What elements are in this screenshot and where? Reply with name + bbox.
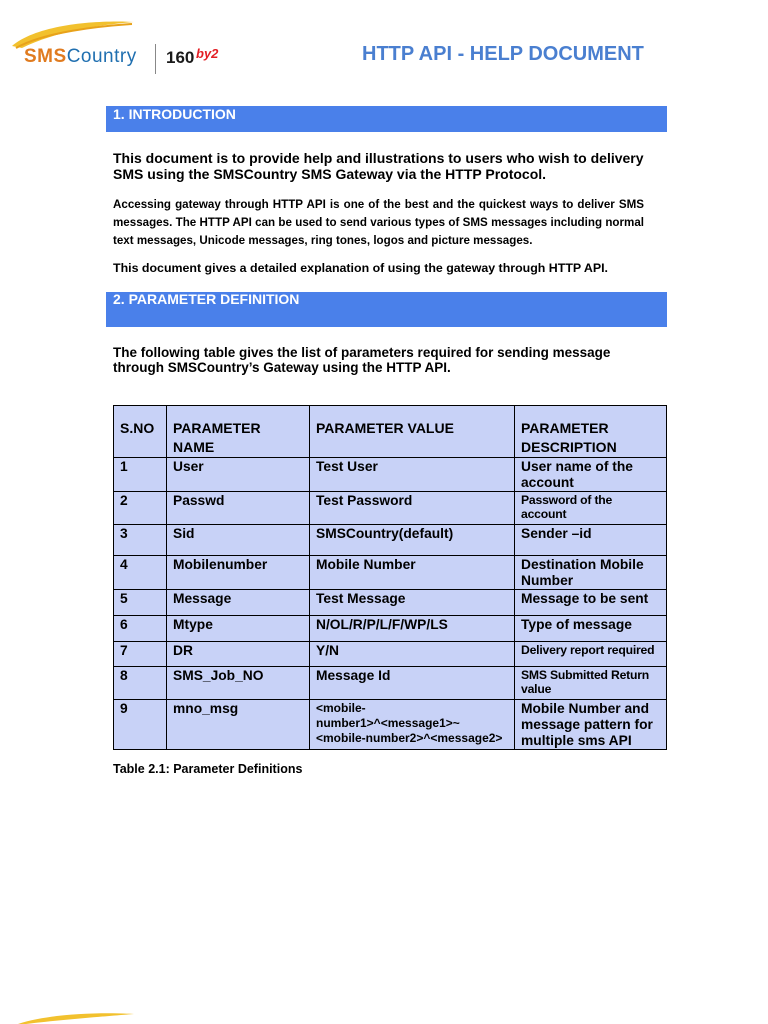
cell-description: SMS Submitted Return value bbox=[515, 667, 667, 700]
cell-name: Sid bbox=[167, 525, 310, 556]
cell-description: Type of message bbox=[515, 616, 667, 642]
document-title: HTTP API - HELP DOCUMENT bbox=[362, 43, 644, 65]
cell-sno: 1 bbox=[114, 458, 167, 492]
table-row bbox=[114, 616, 667, 642]
cell-sno: 9 bbox=[114, 700, 167, 750]
cell-sno: 3 bbox=[114, 525, 167, 556]
footer-swoosh-icon bbox=[18, 1012, 138, 1024]
cell-name: SMS_Job_NO bbox=[167, 667, 310, 700]
parameter-intro-paragraph: The following table gives the list of parameters required for sending message through SMSCountry’s Gateway using the HTTP API. bbox=[113, 345, 611, 375]
table-row bbox=[114, 492, 667, 525]
cell-value: SMSCountry(default) bbox=[310, 525, 515, 556]
cell-description: User name of the account bbox=[515, 458, 667, 492]
cell-name: Mtype bbox=[167, 616, 310, 642]
cell-description: Password of the account bbox=[515, 492, 667, 525]
cell-sno: 6 bbox=[114, 616, 167, 642]
smscountry-logo bbox=[8, 18, 238, 80]
table-row bbox=[114, 667, 667, 700]
cell-sno: 8 bbox=[114, 667, 167, 700]
logo-wordmark bbox=[24, 46, 137, 68]
cell-description: Message to be sent bbox=[515, 590, 667, 616]
cell-description: Delivery report required bbox=[515, 642, 667, 667]
cell-name: mno_msg bbox=[167, 700, 310, 750]
logo-by2-text: by2 bbox=[196, 46, 219, 61]
cell-sno: 2 bbox=[114, 492, 167, 525]
logo-160-text: 160 bbox=[166, 48, 195, 67]
table-row bbox=[114, 556, 667, 590]
table-row bbox=[114, 458, 667, 492]
table-row bbox=[114, 642, 667, 667]
cell-description: Sender –id bbox=[515, 525, 667, 556]
section-heading-introduction: 1. INTRODUCTION bbox=[106, 106, 667, 132]
table-row bbox=[114, 590, 667, 616]
cell-name: Mobilenumber bbox=[167, 556, 310, 590]
cell-value: N/OL/R/P/L/F/WP/LS bbox=[310, 616, 515, 642]
cell-value: Test Password bbox=[310, 492, 515, 525]
header-parameter-description: PARAMETER DESCRIPTION bbox=[515, 406, 667, 458]
cell-name: Message bbox=[167, 590, 310, 616]
intro-paragraph-2: Accessing gateway through HTTP API is one of the best and the quickest ways to deliver SMS messages. The HTTP API can be used to send various types of SMS messages including normal text messages, Unicode messages, ring tones, logos and picture messages. bbox=[113, 198, 644, 247]
cell-sno: 4 bbox=[114, 556, 167, 590]
cell-value: Test User bbox=[310, 458, 515, 492]
cell-value: Mobile Number bbox=[310, 556, 515, 590]
cell-sno: 5 bbox=[114, 590, 167, 616]
cell-value: <mobile-number1>^<message1>~<mobile-number2>^<message2> bbox=[310, 700, 515, 750]
cell-sno: 7 bbox=[114, 642, 167, 667]
intro-paragraph-3: This document gives a detailed explanation of using the gateway through HTTP API. bbox=[113, 261, 609, 275]
table-row bbox=[114, 700, 667, 750]
logo-divider bbox=[155, 44, 156, 74]
cell-value: Message Id bbox=[310, 667, 515, 700]
header-sno: S.NO bbox=[114, 406, 167, 458]
parameter-table bbox=[113, 405, 667, 750]
table-caption: Table 2.1: Parameter Definitions bbox=[113, 762, 303, 776]
section-heading-parameter-definition: 2. PARAMETER DEFINITION bbox=[106, 292, 667, 327]
intro-paragraph-1: This document is to provide help and illustrations to users who wish to delivery SMS using the SMSCountry SMS Gateway via the HTTP Protocol. bbox=[113, 150, 644, 182]
cell-description: Mobile Number and message pattern for multiple sms API bbox=[515, 700, 667, 750]
cell-value: Y/N bbox=[310, 642, 515, 667]
cell-value: Test Message bbox=[310, 590, 515, 616]
table-row bbox=[114, 525, 667, 556]
cell-name: Passwd bbox=[167, 492, 310, 525]
cell-name: DR bbox=[167, 642, 310, 667]
cell-description: Destination Mobile Number bbox=[515, 556, 667, 590]
cell-name: User bbox=[167, 458, 310, 492]
logo-country-text: Country bbox=[66, 46, 137, 67]
logo-sms-text: SMS bbox=[24, 46, 67, 67]
header-parameter-value: PARAMETER VALUE bbox=[310, 406, 515, 458]
table-header-row bbox=[114, 406, 667, 458]
header-parameter-name: PARAMETER NAME bbox=[167, 406, 310, 458]
